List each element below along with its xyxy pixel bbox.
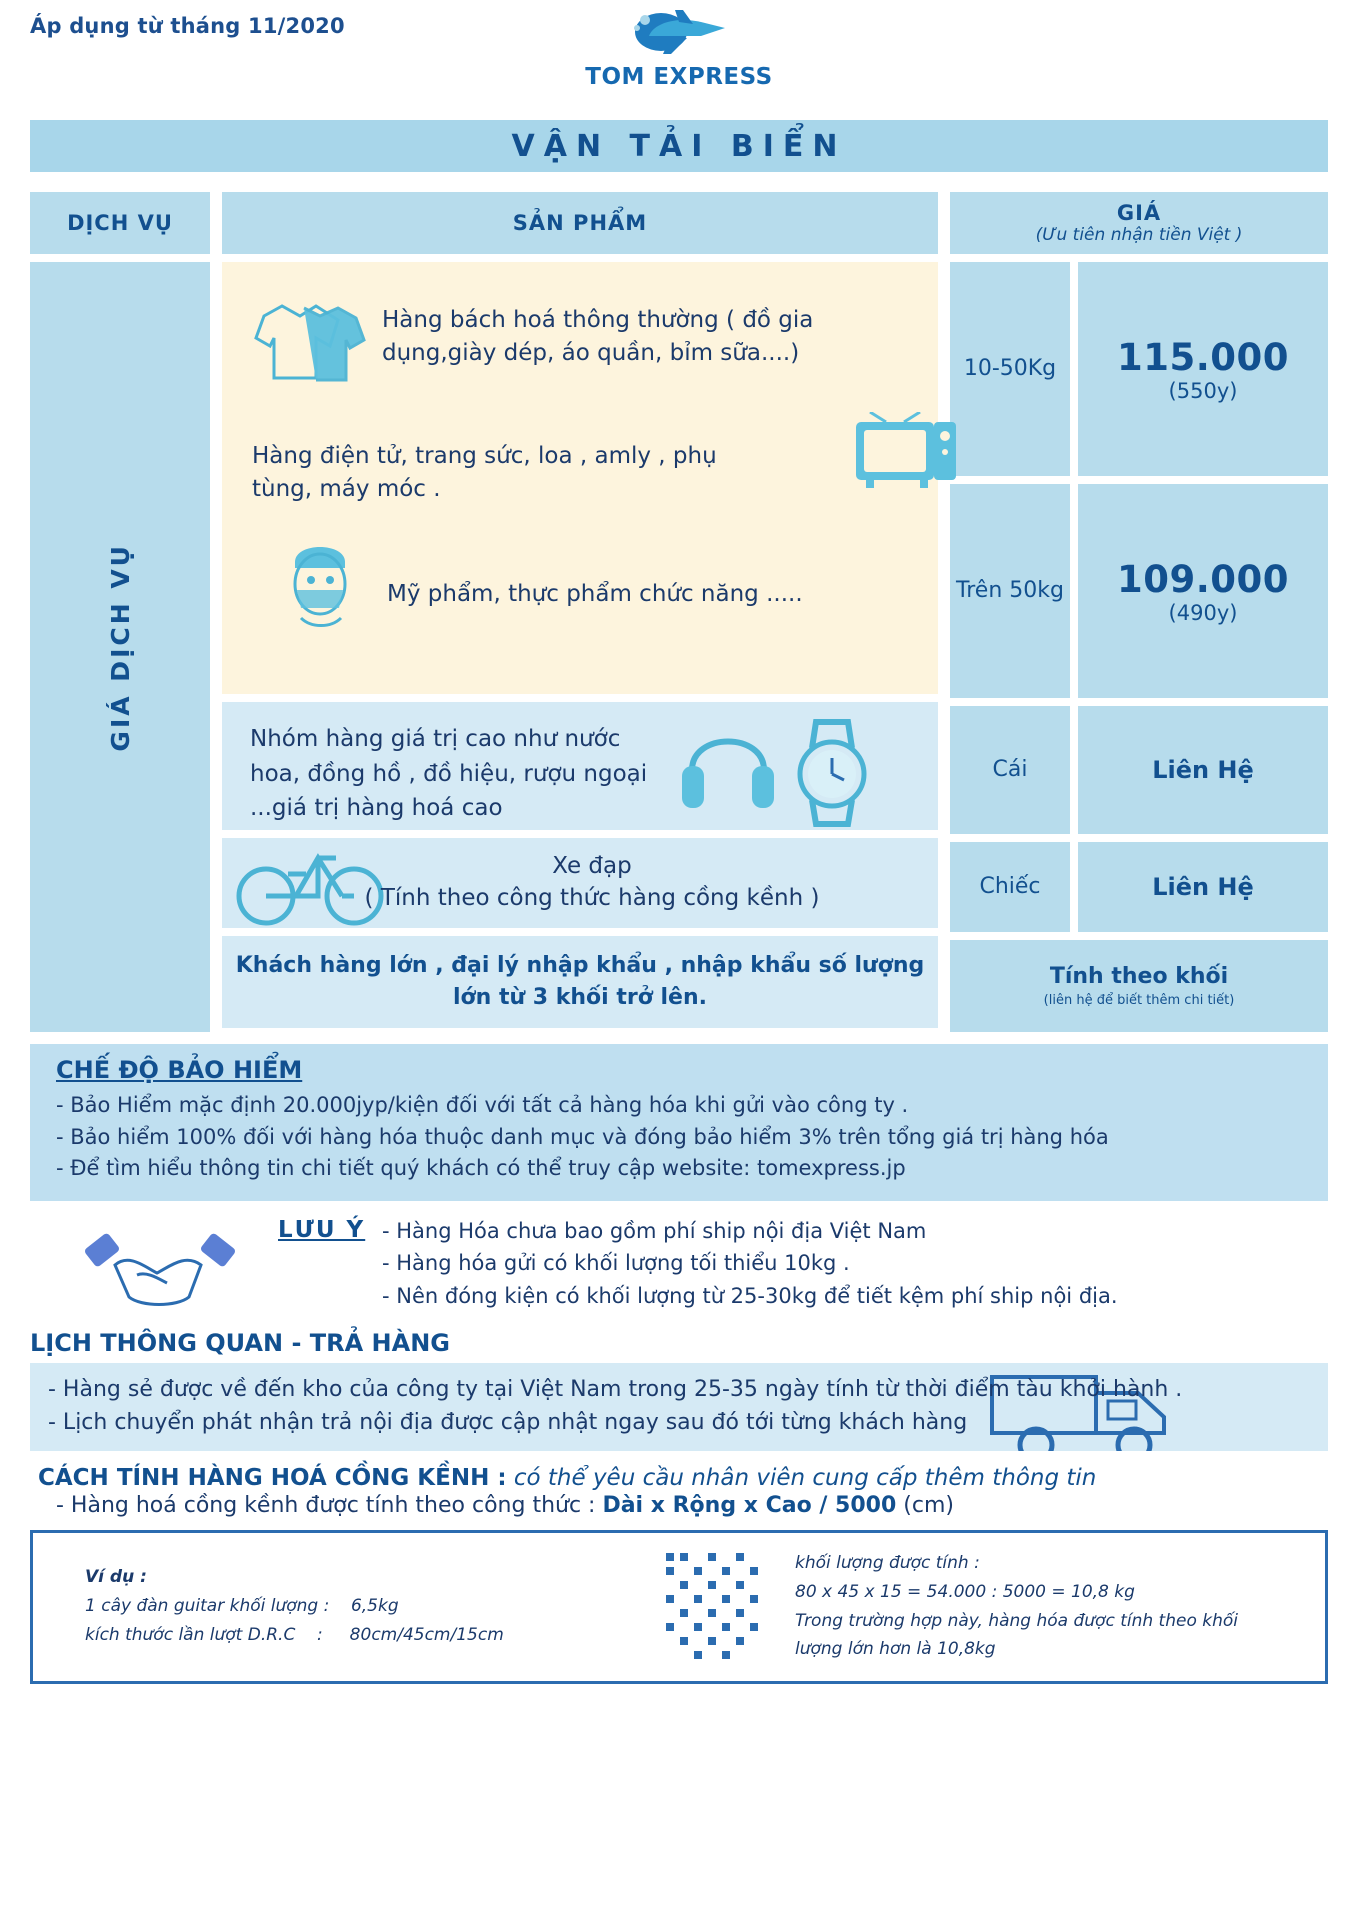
header-cell-product xyxy=(222,192,938,254)
note-line-2: - Hàng hóa gửi có khối lượng tối thiểu 10kg . xyxy=(382,1251,850,1276)
product-group-general xyxy=(222,262,938,694)
example-left-line-1: 1 cây đàn guitar khối lượng : 6,5kg xyxy=(85,1596,399,1617)
example-label: Ví dụ : xyxy=(85,1567,147,1588)
price-amount-cell xyxy=(1078,842,1328,932)
product-group-bicycle xyxy=(222,838,938,928)
product-column xyxy=(222,262,938,1032)
page-title-banner xyxy=(30,120,1328,172)
header-price-label: GIÁ xyxy=(1116,201,1162,225)
page-header xyxy=(30,0,1328,118)
product-text-highvalue: Nhóm hàng giá trị cao như nước hoa, đồng hồ , đồ hiệu, rượu ngoại ...giá trị hàng hoá cao xyxy=(250,726,648,821)
note-title: LƯU Ý xyxy=(278,1216,366,1243)
price-yen-label: (490y) xyxy=(1168,600,1238,625)
product-text-wholesale: Khách hàng lớn , đại lý nhập khẩu , nhập khẩu số lượng lớn từ 3 khối trở lên. xyxy=(235,953,925,1010)
bulky-formula-prefix: - Hàng hoá cồng kềnh được tính theo công thức : xyxy=(56,1492,603,1518)
insurance-line-3: - Để tìm hiểu thông tin chi tiết quý khách có thể truy cập website: tomexpress.jp xyxy=(56,1156,906,1180)
price-unit-label: Cái xyxy=(992,757,1028,783)
note-line-1: - Hàng Hóa chưa bao gồm phí ship nội địa Việt Nam xyxy=(382,1218,927,1243)
price-row-10-50kg xyxy=(950,262,1328,476)
bulky-section xyxy=(30,1465,1328,1518)
qr-code-icon xyxy=(645,1547,795,1667)
price-row-bicycle xyxy=(950,842,1328,932)
price-contact-label: Liên Hệ xyxy=(1152,756,1254,784)
example-box xyxy=(30,1530,1328,1684)
example-left-line-2: kích thước lần lượt D.R.C : 80cm/45cm/15cm xyxy=(85,1624,504,1645)
face-mask-icon xyxy=(277,528,367,642)
airplane-logo-icon xyxy=(549,6,809,68)
product-text-cosmetics: Mỹ phẩm, thực phẩm chức năng ..... xyxy=(387,581,803,607)
note-lines xyxy=(382,1215,1328,1313)
header-cell-service xyxy=(30,192,210,254)
header-product-label: SẢN PHẨM xyxy=(512,211,648,235)
price-unit-cell xyxy=(950,842,1070,932)
product-text-electronics: Hàng điện tử, trang sức, loa , amly , phụ tùng, máy móc . xyxy=(252,443,717,503)
insurance-section xyxy=(30,1044,1328,1201)
header-service-label: DỊCH VỤ xyxy=(67,211,173,235)
price-unit-label: Chiếc xyxy=(979,874,1041,900)
price-amount-label: 115.000 xyxy=(1116,335,1290,379)
insurance-line-2: - Bảo hiểm 100% đối với hàng hóa thuộc danh mục và đóng bảo hiểm 3% trên tổng giá trị hàng hóa xyxy=(56,1124,1109,1149)
bulky-formula-unit: (cm) xyxy=(896,1492,954,1518)
bulky-formula: Dài x Rộng x Cao / 5000 xyxy=(602,1492,897,1518)
price-volume-note: (liên hệ để biết thêm chi tiết) xyxy=(1043,993,1235,1008)
bulky-title: CÁCH TÍNH HÀNG HOÁ CỒNG KỀNH : xyxy=(38,1464,507,1491)
example-right-line-2: 80 x 45 x 15 = 54.000 : 5000 = 10,8 kg xyxy=(795,1581,1135,1602)
service-column-label: GIÁ DỊCH VỤ xyxy=(105,542,135,752)
price-unit-cell xyxy=(950,706,1070,834)
example-right-line-1: khối lượng được tính : xyxy=(795,1552,980,1573)
example-right-line-3: Trong trường hợp này, hàng hóa được tính theo khối xyxy=(795,1610,1238,1631)
note-section xyxy=(30,1215,1328,1325)
price-yen-label: (550y) xyxy=(1168,378,1238,403)
price-row-wholesale xyxy=(950,940,1328,1032)
price-unit-label: 10-50Kg xyxy=(963,356,1057,382)
television-icon xyxy=(852,412,962,496)
page-title: VẬN TẢI BIỂN xyxy=(511,128,847,164)
tshirt-icon xyxy=(242,294,372,388)
price-unit-cell xyxy=(950,484,1070,698)
price-column xyxy=(950,262,1328,1032)
bulky-title-note: có thể yêu cầu nhân viên cung cấp thêm thông tin xyxy=(513,1464,1097,1491)
insurance-line-1: - Bảo Hiểm mặc định 20.000jyp/kiện đối với tất cả hàng hóa khi gửi vào công ty . xyxy=(56,1093,909,1117)
example-right xyxy=(795,1549,1325,1665)
product-group-highvalue xyxy=(222,702,938,830)
schedule-line-1: - Hàng sẻ được về đến kho của công ty tại Việt Nam trong 25-35 ngày tính từ thời điểm tàu khởi hành . xyxy=(48,1376,1183,1402)
price-amount-cell xyxy=(1078,484,1328,698)
header-price-note: (Ưu tiên nhận tiền Việt ) xyxy=(1035,225,1243,245)
price-volume-cell xyxy=(950,940,1328,1032)
table-body xyxy=(30,262,1328,1032)
example-right-line-4: lượng lớn hơn là 10,8kg xyxy=(795,1639,996,1660)
handshake-icon xyxy=(85,1219,235,1323)
price-row-over-50kg xyxy=(950,484,1328,698)
company-logo xyxy=(549,6,809,90)
insurance-title: CHẾ ĐỘ BẢO HIỂM xyxy=(56,1056,303,1084)
price-volume-label: Tính theo khối xyxy=(1049,964,1229,989)
price-amount-cell xyxy=(1078,262,1328,476)
bicycle-note: ( Tính theo công thức hàng cồng kềnh ) xyxy=(364,885,820,912)
table-header xyxy=(30,192,1328,254)
price-contact-label: Liên Hệ xyxy=(1152,873,1254,901)
product-text-bicycle xyxy=(322,850,862,914)
header-cell-price xyxy=(950,192,1328,254)
schedule-section xyxy=(30,1329,1328,1451)
price-unit-label: Trên 50kg xyxy=(956,578,1064,604)
logo-text: TOM EXPRESS xyxy=(585,64,773,90)
product-text-general: Hàng bách hoá thông thường ( đồ gia dụng,giày dép, áo quần, bỉm sữa....) xyxy=(382,307,814,367)
product-group-wholesale xyxy=(222,936,938,1028)
price-amount-label: 109.000 xyxy=(1116,557,1290,601)
schedule-line-2: - Lịch chuyển phát nhận trả nội địa được cập nhật ngay sau đó tới từng khách hàng xyxy=(48,1409,968,1435)
price-row-highvalue xyxy=(950,706,1328,834)
applied-from-label: Áp dụng từ tháng 11/2020 xyxy=(30,14,345,38)
schedule-box xyxy=(30,1363,1328,1451)
bulky-formula-row xyxy=(38,1493,1320,1518)
bulky-title-row xyxy=(38,1465,1320,1491)
service-column xyxy=(30,262,210,1032)
note-line-3: - Nên đóng kiện có khối lượng từ 25-30kg để tiết kệm phí ship nội địa. xyxy=(382,1283,1118,1308)
example-left xyxy=(33,1563,645,1650)
price-unit-cell xyxy=(950,262,1070,476)
bicycle-label: Xe đạp xyxy=(552,853,632,879)
price-amount-cell xyxy=(1078,706,1328,834)
headphones-watch-icon xyxy=(672,708,892,832)
schedule-title: LỊCH THÔNG QUAN - TRẢ HÀNG xyxy=(30,1328,450,1357)
